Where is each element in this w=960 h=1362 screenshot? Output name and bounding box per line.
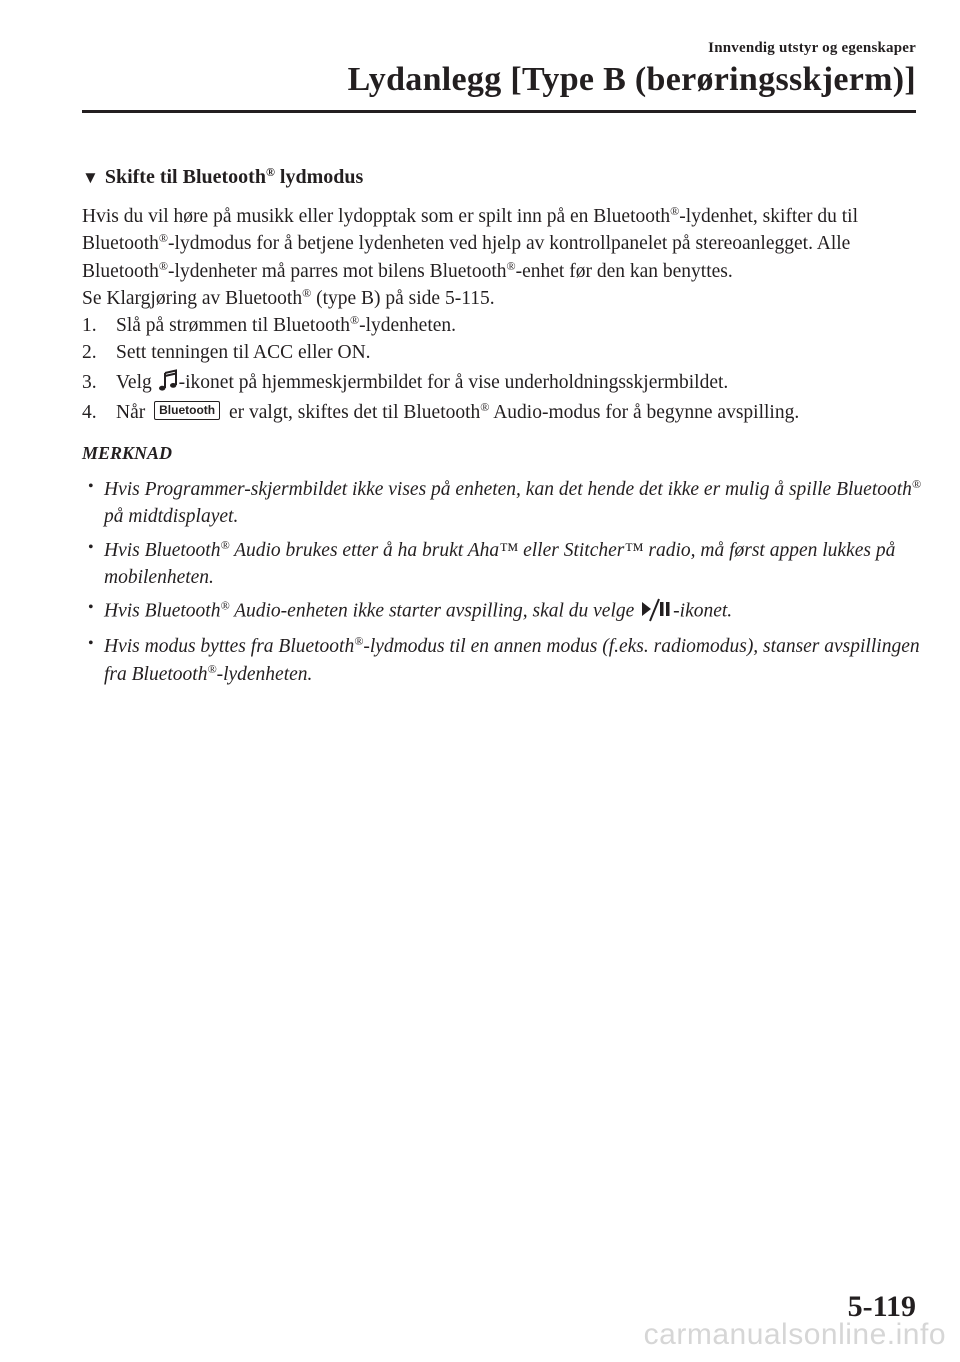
note-text: Audio-enheten ikke starter avspilling, skal du velge: [229, 600, 640, 622]
intro-paragraph: [82, 203, 922, 285]
step-text: Audio-modus for å begynne avspilling.: [489, 402, 800, 424]
registered-mark: ®: [265, 165, 275, 179]
step-item: [82, 399, 922, 426]
registered-mark: ®: [302, 285, 312, 300]
note-title: MERKNAD: [82, 442, 173, 463]
page-header: [348, 40, 916, 98]
step-number: 3.: [82, 371, 97, 393]
intro-part: -enhet før den kan benyttes.: [515, 260, 733, 282]
note-text: -ikonet.: [673, 600, 733, 622]
reference-line: [82, 285, 922, 312]
reference-text-pre: Se Klargjøring av Bluetooth: [82, 287, 303, 309]
section-heading: [82, 163, 922, 191]
bullet-icon: •: [88, 599, 94, 617]
steps-list: [82, 312, 922, 427]
chapter-title: Lydanlegg [Type B (berøringsskjerm)]: [347, 61, 916, 98]
step-text: Sett tenningen til ACC eller ON.: [116, 342, 371, 364]
step-number: 4.: [82, 402, 97, 424]
note-item: [82, 597, 922, 627]
section-label: Innvendig utstyr og egenskaper: [708, 40, 916, 56]
registered-mark: ®: [349, 313, 360, 328]
registered-mark: ®: [220, 598, 230, 613]
registered-mark: ®: [670, 204, 680, 218]
triangle-marker-icon: ▼: [82, 168, 99, 187]
step-item: [82, 369, 922, 398]
note-text: Hvis Bluetooth: [104, 539, 221, 561]
note-item: [82, 633, 922, 688]
bullet-icon: •: [88, 538, 94, 556]
intro-part: -lydenhet, skifter du til Bluetooth: [82, 206, 859, 255]
main-content: [82, 163, 922, 694]
registered-mark: ®: [207, 661, 217, 676]
watermark: carmanualsonline.info: [643, 1318, 946, 1351]
step-text: Slå på strømmen til Bluetooth: [116, 315, 350, 337]
step-item: [82, 312, 922, 339]
header-rule: [82, 110, 916, 113]
music-note-icon: [157, 369, 179, 397]
registered-mark: ®: [911, 476, 922, 491]
step-text: -lydenheten.: [359, 315, 457, 337]
note-text: Hvis Bluetooth: [104, 600, 221, 622]
registered-mark: ®: [506, 258, 516, 273]
play-pause-icon: [639, 597, 673, 627]
step-item: [82, 339, 922, 366]
reference-text-post: (type B) på side 5-115.: [311, 287, 495, 309]
registered-mark: ®: [220, 537, 230, 552]
note-item: [82, 537, 922, 592]
page-number: 5-119: [847, 1290, 916, 1323]
note-text: Hvis Programmer-skjermbildet ikke vises på enheten, kan det hende det ikke er mulig å spille Bluetooth: [104, 478, 912, 500]
bullet-icon: •: [88, 477, 94, 495]
step-number: 2.: [82, 342, 97, 364]
bluetooth-button-icon: Bluetooth: [154, 401, 220, 420]
heading-text-post: lydmodus: [274, 166, 364, 188]
note-text: Audio brukes etter å ha brukt Aha™ eller Stitcher™ radio, må først appen lukkes på mobilenheten.: [104, 539, 896, 588]
note-text: Hvis modus byttes fra Bluetooth: [104, 636, 355, 658]
step-text: Velg: [116, 371, 157, 393]
note-text: -lydenheten.: [216, 663, 313, 685]
note-text: på midtdisplayet.: [104, 506, 239, 528]
intro-part: Hvis du vil høre på musikk eller lydopptak som er spilt inn på en Bluetooth: [82, 206, 671, 227]
registered-mark: ®: [354, 634, 364, 649]
registered-mark: ®: [158, 258, 169, 273]
intro-part: -lydmodus for å betjene lydenheten ved hjelp av kontrollpanelet på stereoanlegget. Alle Bluetooth: [82, 233, 851, 282]
notes-list: [82, 476, 922, 688]
note-text: -lydmodus til en annen modus (f.eks. radiomodus), stanser avspillingen fra Bluetooth: [104, 636, 920, 685]
intro-part: -lydenheter må parres mot bilens Bluetooth: [168, 260, 507, 282]
bullet-icon: •: [88, 635, 94, 653]
heading-text-pre: Skifte til Bluetooth: [104, 166, 266, 188]
note-item: [82, 476, 922, 531]
registered-mark: ®: [158, 231, 169, 246]
step-text: -ikonet på hjemmeskjermbildet for å vise underholdningsskjermbildet.: [178, 371, 729, 393]
step-text: er valgt, skiftes det til Bluetooth: [224, 402, 481, 424]
step-text: Når: [116, 402, 151, 424]
step-number: 1.: [82, 315, 97, 337]
registered-mark: ®: [480, 400, 490, 415]
